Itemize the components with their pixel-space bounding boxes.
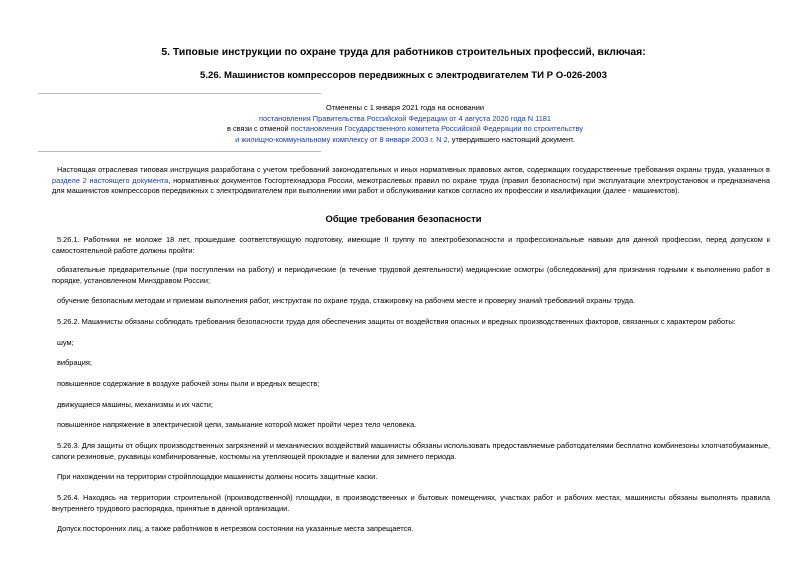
para-5-26-3: 5.26.3. Для защиты от общих производственных загрязнений и механических воздействий машинисты обязаны использовать предоставляемые работодателями бесплатно комбинезоны хлопчатобумажные, сапоги резиновые, рукавицы комбинированные, костюмы на утепляющей прокладке и валенки для зимнего периода. xyxy=(52,441,770,461)
notice-decree-link[interactable]: постановления Правительства Российской Федерации от 4 августа 2020 года N 1181 xyxy=(258,113,552,123)
list-item: шум; xyxy=(57,338,74,347)
list-item: повышенное напряжение в электрической цепи, замыкание которой может пройти через тело человека. xyxy=(57,420,417,429)
para-training: обучение безопасным методам и приемам выполнения работ, инструктаж по охране труда, стажировку на рабочем месте и проверку знаний требований охраны труда. xyxy=(57,296,636,305)
document-subtitle: 5.26. Машинистов компрессоров передвижных с электродвигателем ТИ Р О-026-2003 xyxy=(200,70,607,81)
document-title: 5. Типовые инструкции по охране труда для работников строительных профессий, включая: xyxy=(161,47,646,58)
intro-paragraph xyxy=(52,165,770,197)
section-heading: Общие требования безопасности xyxy=(325,213,482,224)
divider-bottom xyxy=(38,151,321,152)
notice-line: Отменены с 1 января 2021 года на основании xyxy=(326,103,484,112)
para-medical: обязательные предварительные (при поступлении на работу) и периодические (в течение трудовой деятельности) медицинские осмотры (обследования) для признания годными к выполнению работ в порядке, установленном Минздравом России; xyxy=(52,265,770,285)
cancellation-notice xyxy=(185,103,625,145)
section-2-link[interactable]: разделе 2 настоящего документа xyxy=(52,175,169,185)
intro-text: Настоящая отраслевая типовая инструкция разработана с учетом требований законодательных и иных нормативных правовых актов, содержащих государственные требования охраны труда, указанных в xyxy=(57,165,770,174)
intro-text: , нормативных документов Госгортехнадзора России, межотраслевых правил по охране труда (правил безопасности) при эксплуатации электроустановок и предназначена для машинистов компрессоров передвижных с электродвигателем при выполнении ими работ и обслуживании катков согласно их профессии и квалификации (далее - машинистов). xyxy=(52,175,770,195)
list-item: повышенное содержание в воздухе рабочей зоны пыли и вредных веществ; xyxy=(57,379,320,388)
list-item: движущиеся машины, механизмы и их части; xyxy=(57,400,213,409)
para-5-26-1: 5.26.1. Работники не моложе 18 лет, прошедшие соответствующую подготовку, имеющие II группу по электробезопасности и профессиональные навыки для данной профессии, перед допуском к самостоятельной работе должны пройти: xyxy=(52,235,770,255)
notice-gosstroy-link-cont[interactable]: и жилищно-коммунальному комплексу от 8 января 2003 г. N 2 xyxy=(235,134,448,144)
para-helmets: При нахождении на территории стройплощадки машинисты должны носить защитные каски. xyxy=(57,472,378,481)
divider-top xyxy=(38,93,321,94)
para-5-26-2: 5.26.2. Машинисты обязаны соблюдать требования безопасности труда для обеспечения защиты от воздействия опасных и вредных производственных факторов, связанных с характером работы: xyxy=(57,317,736,326)
notice-gosstroy-link[interactable]: постановления Государственного комитета Российской Федерации по строительству xyxy=(290,124,584,133)
notice-text: , утвердившего настоящий документ. xyxy=(447,134,575,144)
list-item: вибрация; xyxy=(57,358,92,367)
notice-text: в связи с отменой xyxy=(226,124,291,133)
para-access: Допуск посторонних лиц, а также работников в нетрезвом состоянии на указанные места запрещается. xyxy=(57,524,414,533)
para-5-26-4: 5.26.4. Находясь на территории строительной (производственной) площадки, в производственных и бытовых помещениях, участках работ и рабочих местах, машинисты обязаны выполнять правила внутреннего трудового распорядка, принятые в данной организации. xyxy=(52,493,770,513)
